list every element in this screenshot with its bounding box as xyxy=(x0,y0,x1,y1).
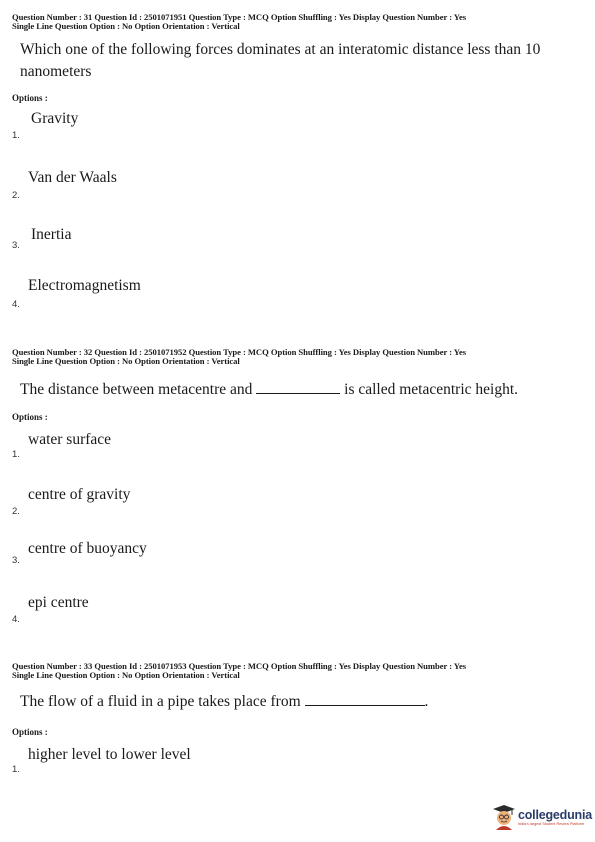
question-text-line1: Which one of the following forces dominates at an interatomic distance less than 10 xyxy=(20,41,541,58)
logo-brand-text: collegedunia xyxy=(518,808,593,822)
option-2-text: centre of gravity xyxy=(28,486,131,503)
question-meta-line2: Single Line Question Option : No Option Orientation : Vertical xyxy=(12,356,240,366)
options-label: Options : xyxy=(12,727,48,737)
question-meta-line2: Single Line Question Option : No Option Orientation : Vertical xyxy=(12,670,240,680)
question-meta-line1: Question Number : 31 Question Id : 2501071951 Question Type : MCQ Option Shuffling : Yes Display Question Number : Yes xyxy=(12,12,467,22)
option-1-text: water surface xyxy=(28,431,112,448)
option-1-text: higher level to lower level xyxy=(28,746,191,763)
option-3-text: centre of buoyancy xyxy=(28,540,147,557)
option-2-text: Van der Waals xyxy=(28,169,117,186)
option-1-text: Gravity xyxy=(31,110,79,127)
answer-blank xyxy=(305,693,425,706)
option-2-number: 2. xyxy=(12,190,20,201)
option-3-text: Inertia xyxy=(31,226,72,243)
question-text-part1: The distance between metacentre and xyxy=(20,381,253,398)
student-mascot-icon xyxy=(492,804,516,830)
question-meta-line2: Single Line Question Option : No Option Orientation : Vertical xyxy=(12,21,240,31)
option-3-number: 3. xyxy=(12,240,20,251)
question-text-part2: is called metacentric height. xyxy=(344,381,519,398)
options-label: Options : xyxy=(12,412,48,422)
question-meta-line1: Question Number : 32 Question Id : 2501071952 Question Type : MCQ Option Shuffling : Yes Display Question Number : Yes xyxy=(12,347,467,357)
option-2-number: 2. xyxy=(12,506,20,517)
question-text xyxy=(20,378,518,401)
option-3-number: 3. xyxy=(12,555,20,566)
option-1-number: 1. xyxy=(12,130,20,141)
logo-tagline: India's largest Student Review Platform xyxy=(518,822,585,826)
question-meta-line1: Question Number : 33 Question Id : 2501071953 Question Type : MCQ Option Shuffling : Yes Display Question Number : Yes xyxy=(12,661,467,671)
question-text xyxy=(20,690,428,713)
question-text-line2: nanometers xyxy=(20,63,92,80)
option-4-text: Electromagnetism xyxy=(28,277,141,294)
option-1-number: 1. xyxy=(12,764,20,775)
option-1-number: 1. xyxy=(12,449,20,460)
option-4-number: 4. xyxy=(12,614,20,625)
answer-blank xyxy=(256,381,340,394)
option-4-number: 4. xyxy=(12,299,20,310)
collegedunia-logo xyxy=(492,804,592,830)
option-4-text: epi centre xyxy=(28,594,89,611)
question-text-part2: . xyxy=(424,693,429,710)
options-label: Options : xyxy=(12,93,48,103)
question-text-part1: The flow of a fluid in a pipe takes place from xyxy=(20,693,301,710)
